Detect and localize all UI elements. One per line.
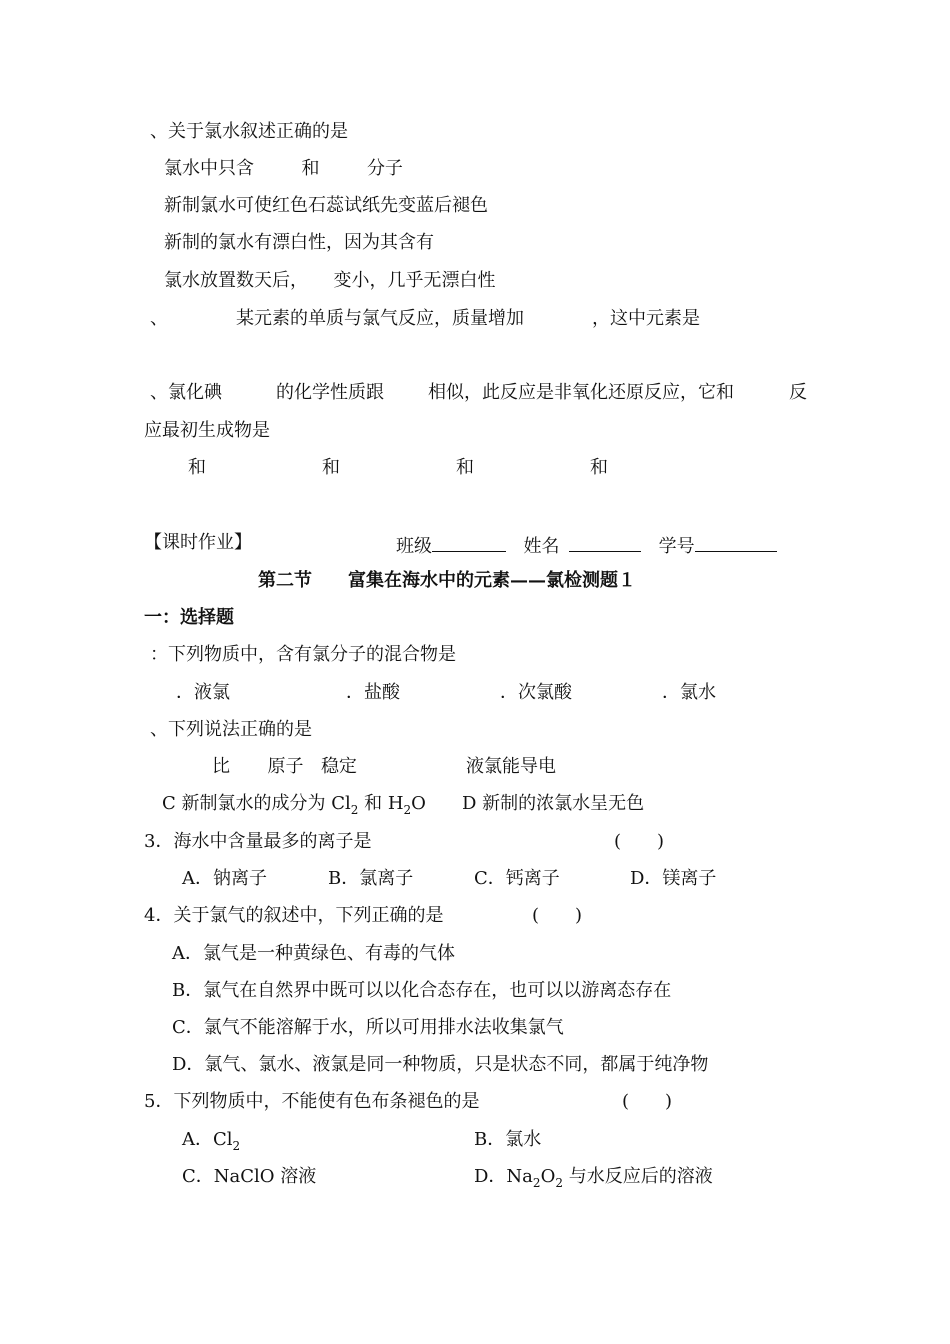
option-text: 比 xyxy=(212,756,230,777)
option-d: D．氯气、氯水、液氯是同一种物质，只是状态不同，都属于纯净物 xyxy=(172,1054,709,1075)
conjunction: 和 xyxy=(456,457,474,478)
class-label: 班级 xyxy=(396,536,432,557)
option-text: 原子 xyxy=(267,756,304,777)
option-c: C．钙离子 xyxy=(474,868,560,889)
option-line xyxy=(164,269,495,293)
option-a: A．氯气是一种黄绿色、有毒的气体 xyxy=(172,943,455,964)
question-stem: ，这中元素是 xyxy=(592,308,700,329)
option-text: 分子 xyxy=(366,158,403,179)
option-text: 与水反应后的溶液 xyxy=(562,1166,713,1187)
option-line: 新制的氯水有漂白性，因为其含有 xyxy=(164,232,434,253)
id-label: 学号 xyxy=(658,536,695,557)
subscript: 2 xyxy=(350,803,359,817)
option-c: C．NaClO 溶液 xyxy=(182,1166,317,1187)
name-blank[interactable] xyxy=(569,531,641,552)
option-c xyxy=(162,792,426,816)
option-d: D 新制的浓氯水呈无色 xyxy=(462,793,645,814)
option-text: 和 H xyxy=(358,793,404,814)
option-a xyxy=(212,755,357,779)
subscript: 2 xyxy=(403,803,412,817)
question-stem: 、下列说法正确的是 xyxy=(150,719,312,740)
option-c: ．次氯酸 xyxy=(500,682,572,703)
answer-paren[interactable]: ( ) xyxy=(622,1091,673,1112)
question-stem: 应最初生成物是 xyxy=(144,420,270,441)
option-line xyxy=(164,157,403,181)
answer-paren[interactable]: ( ) xyxy=(614,831,665,852)
option-text: 和 xyxy=(301,158,320,179)
option-a: A．钠离子 xyxy=(182,868,267,889)
question-stem: 5．下列物质中，不能使有色布条褪色的是 xyxy=(144,1091,480,1112)
id-blank[interactable] xyxy=(695,531,777,552)
conjunction: 和 xyxy=(590,457,608,478)
option-d: ．氯水 xyxy=(662,682,716,703)
homework-label: 【课时作业】 xyxy=(144,532,252,553)
question-stem: ：下列物质中，含有氯分子的混合物是 xyxy=(150,644,456,665)
question-stem: 反 xyxy=(789,382,807,403)
option-text: 变小，几乎无漂白性 xyxy=(333,270,496,291)
option-text: D．Na xyxy=(474,1166,533,1187)
option-d xyxy=(474,1165,713,1189)
option-d: D．镁离子 xyxy=(630,868,717,889)
class-blank[interactable] xyxy=(432,531,506,552)
student-info xyxy=(396,531,777,559)
option-text: 氯水放置数天后， xyxy=(164,270,308,291)
question-stem: 的化学性质跟 xyxy=(276,382,384,403)
option-text: O xyxy=(411,793,426,814)
question-stem: 3．海水中含量最多的离子是 xyxy=(144,831,372,852)
conjunction: 和 xyxy=(322,457,340,478)
option-b: B．氯水 xyxy=(474,1129,542,1150)
question-stem: 、关于氯水叙述正确的是 xyxy=(150,121,348,142)
option-line: 新制氯水可使红色石蕊试纸先变蓝后褪色 xyxy=(164,195,488,216)
name-label: 姓名 xyxy=(523,536,560,557)
subscript: 2 xyxy=(232,1139,241,1153)
option-b: B．氯离子 xyxy=(328,868,414,889)
option-a xyxy=(182,1128,240,1152)
option-text: A．Cl xyxy=(182,1129,233,1150)
question-stem: 、氯化碘 xyxy=(150,382,222,403)
answer-paren[interactable]: ( ) xyxy=(532,905,583,926)
option-text: 氯水中只含 xyxy=(164,158,254,179)
option-text: O xyxy=(540,1166,556,1187)
option-b: 液氯能导电 xyxy=(466,756,556,777)
question-stem: 某元素的单质与氯气反应，质量增加 xyxy=(236,308,524,329)
question-stem: 4．关于氯气的叙述中，下列正确的是 xyxy=(144,905,444,926)
question-stem: 相似，此反应是非氧化还原反应，它和 xyxy=(428,382,734,403)
option-c: C．氯气不能溶解于水，所以可用排水法收集氯气 xyxy=(172,1017,564,1038)
option-text: C 新制氯水的成分为 Cl xyxy=(162,793,351,814)
subscript: 2 xyxy=(532,1176,541,1190)
option-b: ．盐酸 xyxy=(346,682,400,703)
question-mark: 、 xyxy=(150,308,168,329)
subscript: 2 xyxy=(555,1176,563,1190)
option-b: B．氯气在自然界中既可以以化合态存在，也可以以游离态存在 xyxy=(172,980,672,1001)
option-text: 稳定 xyxy=(320,756,357,777)
option-a: ．液氯 xyxy=(176,682,230,703)
conjunction: 和 xyxy=(188,457,206,478)
section-heading: 一：选择题 xyxy=(144,607,234,628)
section-title: 第二节 富集在海水中的元素——氯检测题１ xyxy=(258,570,636,591)
